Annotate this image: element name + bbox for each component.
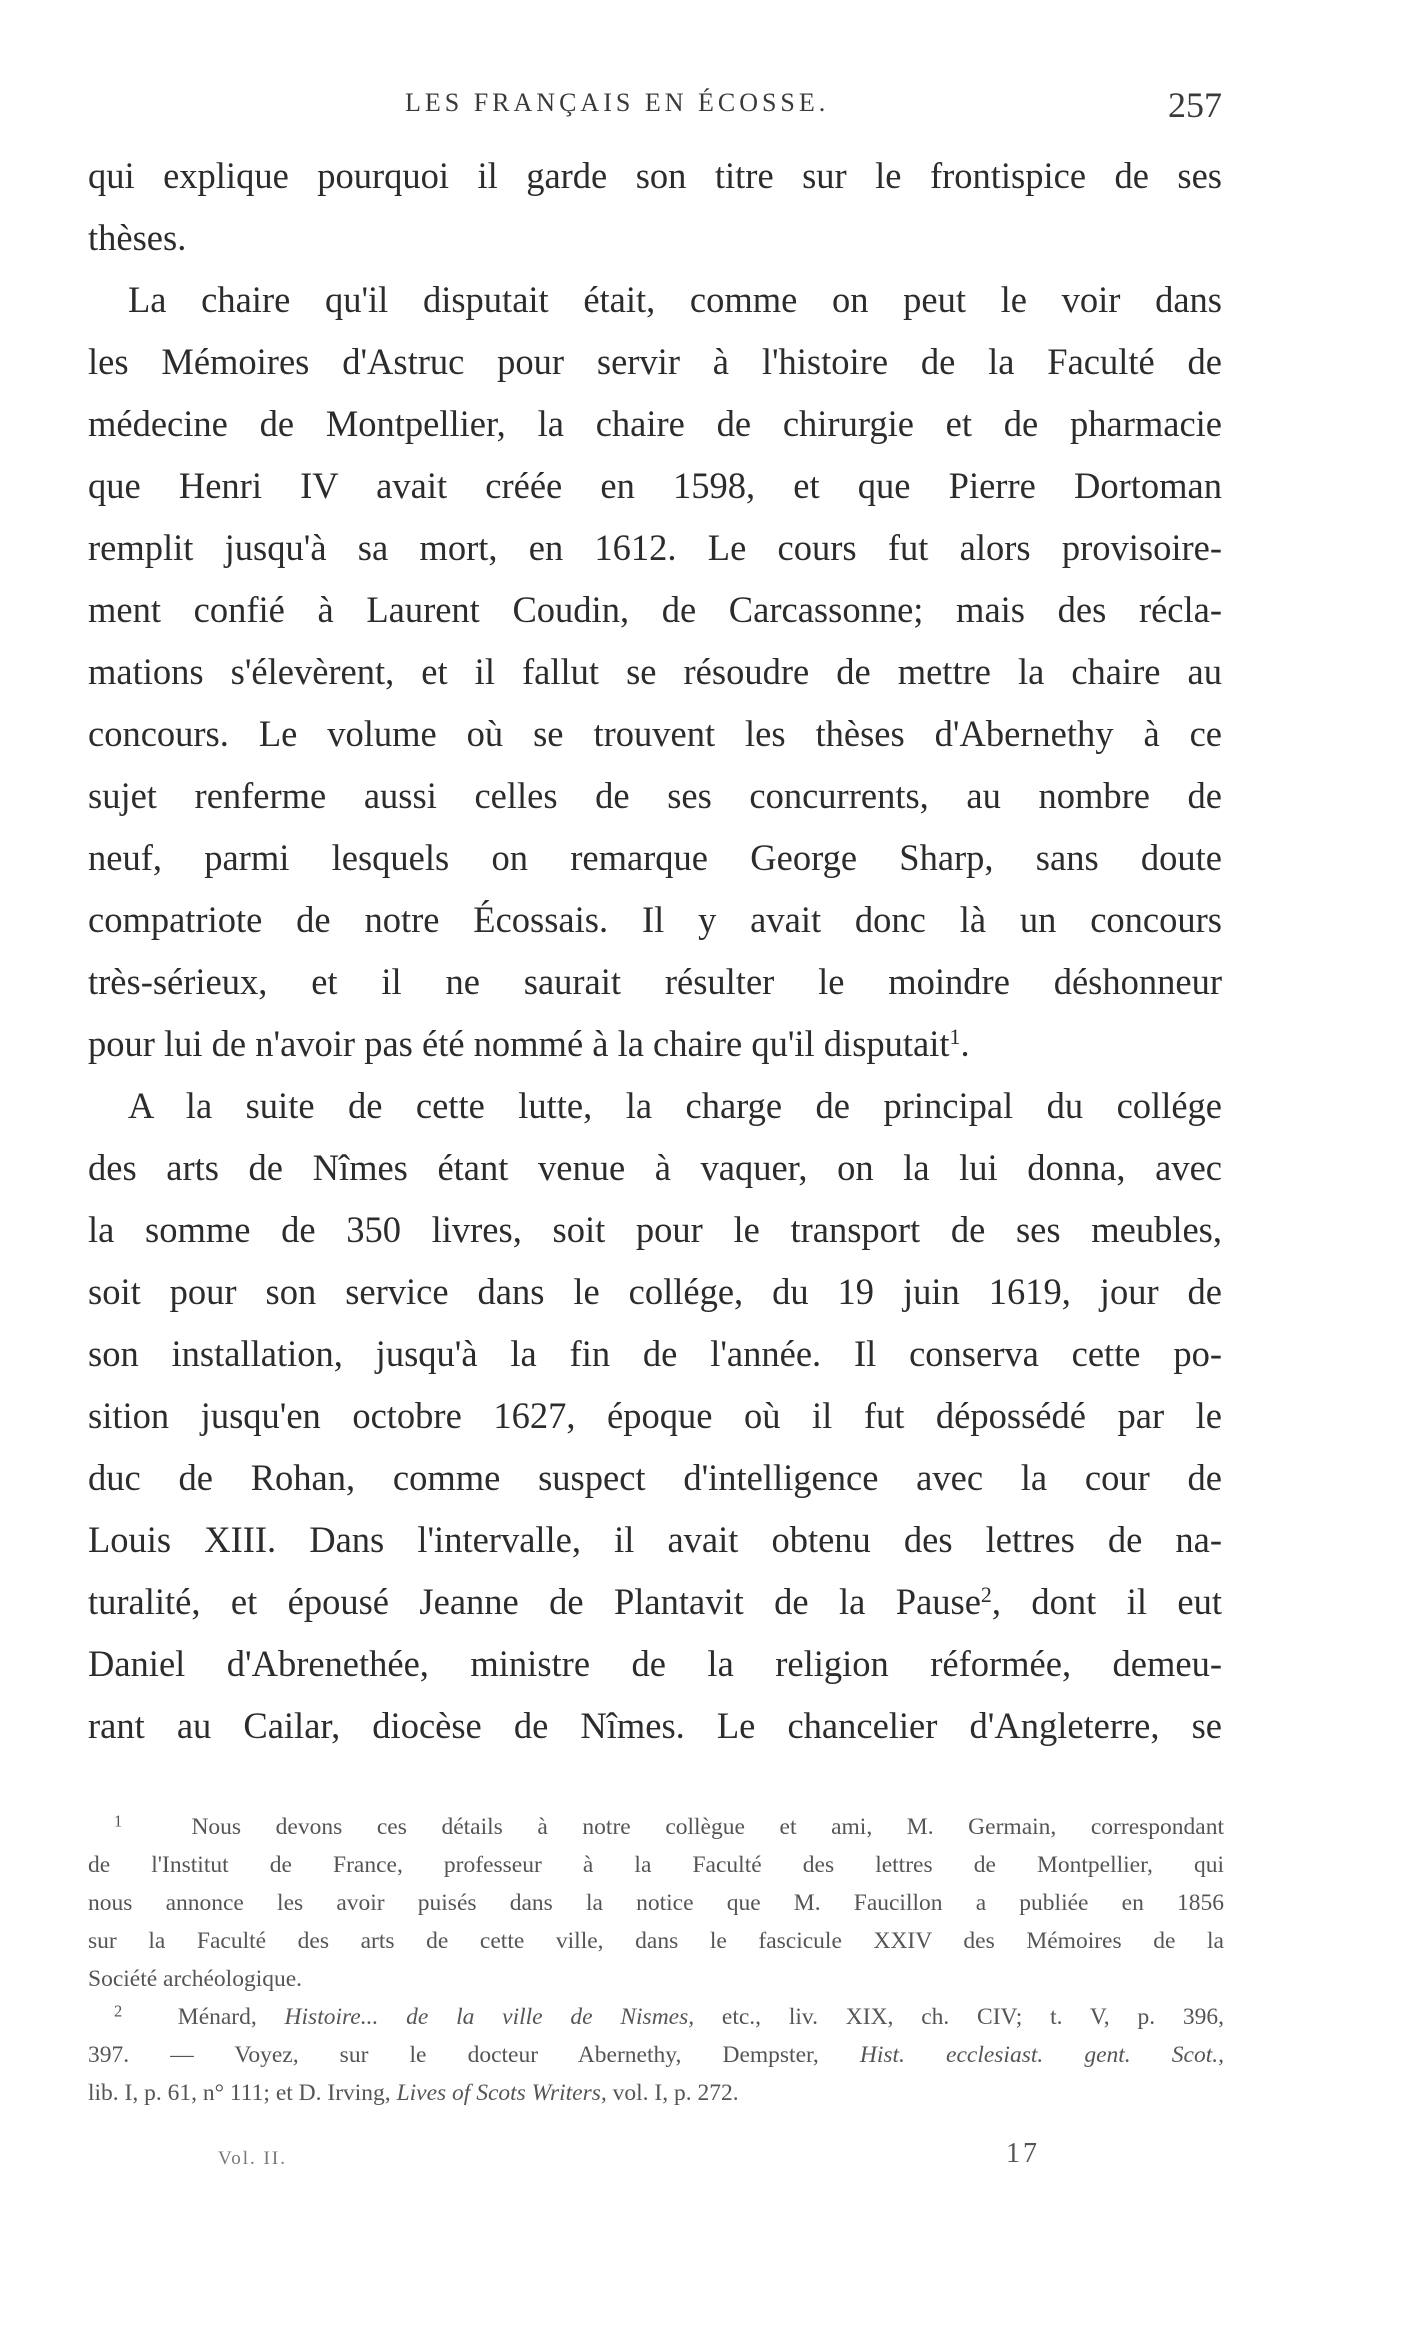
footnote-text: Nous devons ces détails à notre collègue et ami, M. Germain, correspondant <box>191 1814 1224 1840</box>
footnote-text: vol. I, p. 272. <box>606 2080 739 2106</box>
footnote-line <box>88 1808 1224 1846</box>
text-line: rant au Cailar, diocèse de Nîmes. Le chancelier d'Angleterre, se <box>88 1705 1222 1746</box>
text-line: Louis XIII. Dans l'intervalle, il avait obtenu des lettres de na- <box>88 1519 1222 1560</box>
footnote-mark-1: 1 <box>114 1811 123 1831</box>
running-title: LES FRANÇAIS EN ÉCOSSE. <box>405 88 830 117</box>
text-line: duc de Rohan, comme suspect d'intelligence avec la cour de <box>88 1457 1222 1498</box>
footnote-text: 397. — Voyez, sur le docteur Abernethy, Dempster, <box>88 2042 860 2068</box>
footnote-title: Lives of Scots Writers, <box>396 2080 607 2106</box>
text-line: ment confié à Laurent Coudin, de Carcassonne; mais des récla- <box>88 589 1222 630</box>
text-line: Daniel d'Abrenethée, ministre de la religion réformée, demeu- <box>88 1643 1222 1684</box>
text-line: sition jusqu'en octobre 1627, époque où il fut dépossédé par le <box>88 1395 1222 1436</box>
footnote-title: Histoire... de la ville de Nismes, <box>284 2004 695 2030</box>
footnote-text: lib. I, p. 61, n° 111; et D. Irving, <box>88 2080 397 2106</box>
text-segment: turalité, et épousé Jeanne de Plantavit de la Pause <box>88 1581 981 1622</box>
footnote-ref-2[interactable]: 2 <box>980 1581 992 1607</box>
text-line: que Henri IV avait créée en 1598, et que Pierre Dortoman <box>88 465 1222 506</box>
text-line: qui explique pourquoi il garde son titre sur le frontispice de ses <box>88 155 1222 196</box>
footnote-line: Société archéologique. <box>88 1966 303 1992</box>
text-line: sujet renferme aussi celles de ses concurrents, au nombre de <box>88 775 1222 816</box>
text-line: son installation, jusqu'à la fin de l'année. Il conserva cette po- <box>88 1333 1222 1374</box>
text-line: concours. Le volume où se trouvent les thèses d'Abernethy à ce <box>88 713 1222 754</box>
footnotes <box>88 1808 1224 2112</box>
page-number: 257 <box>1168 85 1222 125</box>
text-line: médecine de Montpellier, la chaire de chirurgie et de pharmacie <box>88 403 1222 444</box>
text-segment: pour lui de n'avoir pas été nommé à la chaire qu'il disputait <box>88 1023 950 1064</box>
text-line: La chaire qu'il disputait était, comme on peut le voir dans <box>128 279 1222 320</box>
footnote-mark-2: 2 <box>114 2001 123 2021</box>
footnote-line: sur la Faculté des arts de cette ville, dans le fascicule XXIV des Mémoires de la <box>88 1928 1224 1954</box>
footnote-text: Ménard, <box>177 2004 285 2030</box>
main-text <box>88 145 1222 1757</box>
footnote-line <box>88 2036 1224 2074</box>
text-line: les Mémoires d'Astruc pour servir à l'histoire de la Faculté de <box>88 341 1222 382</box>
text-segment: , dont il eut <box>991 1581 1222 1622</box>
footnote-line: nous annonce les avoir puisés dans la notice que M. Faucillon a publiée en 1856 <box>88 1890 1224 1916</box>
text-line: la somme de 350 livres, soit pour le transport de ses meubles, <box>88 1209 1222 1250</box>
text-line: des arts de Nîmes étant venue à vaquer, on la lui donna, avec <box>88 1147 1222 1188</box>
text-line: A la suite de cette lutte, la charge de principal du collége <box>128 1085 1222 1126</box>
footnote-line: de l'Institut de France, professeur à la Faculté des lettres de Montpellier, qui <box>88 1852 1224 1878</box>
text-line: thèses. <box>88 217 187 258</box>
text-line <box>88 1571 1222 1633</box>
text-line: mations s'élevèrent, et il fallut se résoudre de mettre la chaire au <box>88 651 1222 692</box>
text-segment: . <box>960 1023 970 1064</box>
volume-mark: Vol. II. <box>218 2148 287 2169</box>
footnote-line <box>88 1998 1224 2036</box>
signature-mark: 17 <box>1006 2138 1040 2169</box>
text-line: remplit jusqu'à sa mort, en 1612. Le cours fut alors provisoire- <box>88 527 1222 568</box>
text-line: compatriote de notre Écossais. Il y avait donc là un concours <box>88 899 1222 940</box>
text-line: soit pour son service dans le collége, du 19 juin 1619, jour de <box>88 1271 1222 1312</box>
footnote-ref-1[interactable]: 1 <box>949 1023 961 1049</box>
footnote-title: Hist. ecclesiast. gent. Scot., <box>859 2042 1224 2068</box>
footnote-text: etc., liv. XIX, ch. CIV; t. V, p. 396, <box>694 2004 1225 2030</box>
text-line: neuf, parmi lesquels on remarque George Sharp, sans doute <box>88 837 1222 878</box>
text-line: très-sérieux, et il ne saurait résulter le moindre déshonneur <box>88 961 1222 1002</box>
footnote-line <box>88 2074 1224 2112</box>
text-line <box>88 1013 1222 1075</box>
